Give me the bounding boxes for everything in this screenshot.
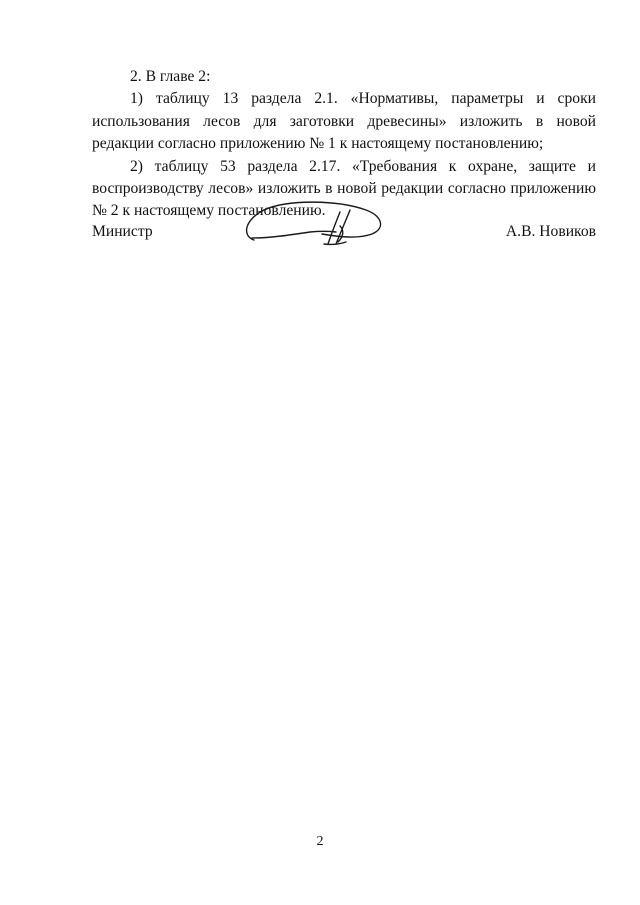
signatory-name: А.В. Новиков bbox=[505, 223, 596, 240]
paragraph-chapter-heading: 2. В главе 2: bbox=[130, 68, 211, 85]
signatory-title: Министр bbox=[92, 223, 153, 240]
page-number: 2 bbox=[316, 834, 324, 849]
handwritten-signature-icon bbox=[240, 198, 385, 250]
paragraph-item-1: 1) таблицу 13 раздела 2.1. «Нормативы, параметры и сроки использования лесов для заготовки древесины» изложить в новой редакции согласно приложению № 1 к настоящему постановлению; bbox=[92, 90, 596, 153]
paragraph-item-2: 2) таблицу 53 раздела 2.17. «Требования к охране, защите и воспроизводству лесов» изложить в новой редакции согласно приложению № 2 к настоящему постановлению. bbox=[92, 157, 596, 220]
